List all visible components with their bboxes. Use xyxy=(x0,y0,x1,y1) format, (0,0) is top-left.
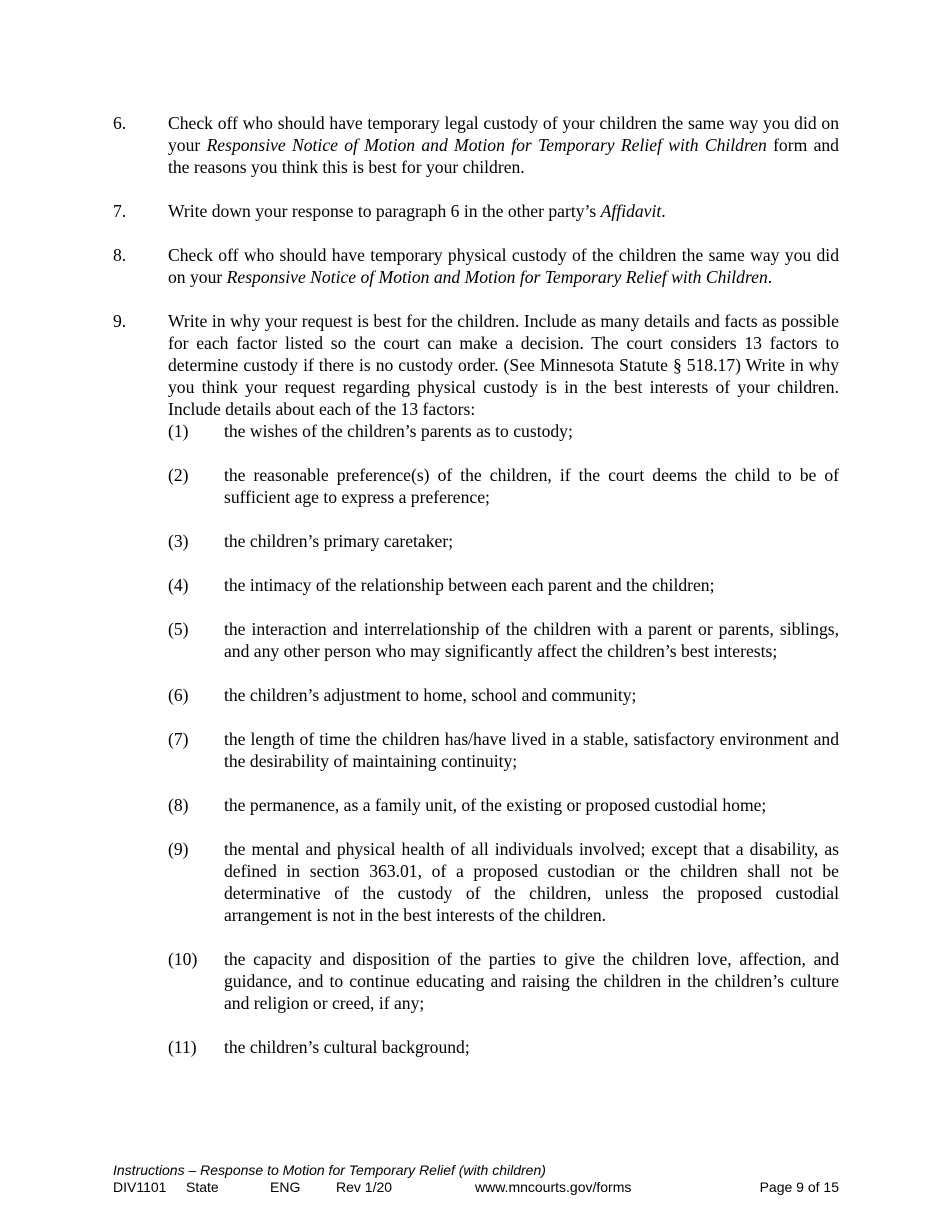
factor-item xyxy=(168,948,839,1014)
factor-item xyxy=(168,530,839,552)
factor-item xyxy=(168,464,839,508)
factor-item xyxy=(168,1036,839,1058)
factor-text: the children’s cultural background; xyxy=(224,1037,470,1057)
factor-text: the interaction and interrelationship of the children with a parent or parents, siblings, and any other person who may significantly affect the children’s best interests; xyxy=(224,619,839,661)
footer-website: www.mncourts.gov/forms xyxy=(475,1179,632,1195)
factor-item xyxy=(168,684,839,706)
footer-page-number: Page 9 of 15 xyxy=(759,1179,839,1195)
factor-number: (6) xyxy=(168,685,189,705)
factor-item xyxy=(168,420,839,442)
factor-item xyxy=(168,838,839,926)
factor-text: the reasonable preference(s) of the children, if the court deems the child to be of sufficient age to express a preference; xyxy=(224,465,839,507)
factor-text: the intimacy of the relationship between each parent and the children; xyxy=(224,575,715,595)
page-footer xyxy=(113,1162,839,1196)
instruction-item-6 xyxy=(113,112,839,178)
factor-number: (4) xyxy=(168,575,189,595)
factor-item xyxy=(168,618,839,662)
factor-text: the wishes of the children’s parents as to custody; xyxy=(224,421,573,441)
footer-meta-row xyxy=(113,1179,839,1196)
factor-number: (11) xyxy=(168,1037,197,1057)
factor-text: the capacity and disposition of the parties to give the children love, affection, and guidance, and to continue educating and raising the children in the children’s culture and religion or creed, if any; xyxy=(224,949,839,1013)
factor-number: (7) xyxy=(168,729,189,749)
factor-text: the mental and physical health of all individuals involved; except that a disability, as defined in section 363.01, of a proposed custodian or the children shall not be determinative of the custody of the children, unless the proposed custodial arrangement is not in the best interests of the children. xyxy=(224,839,839,925)
affidavit-reference: Affidavit xyxy=(600,201,662,221)
item-text: Write in why your request is best for the children. Include as many details and facts as possible for each factor listed so the court can make a decision. The court considers 13 factors to determine custody if there is no custody order. (See Minnesota Statute § 518.17) Write in why you think your request regarding physical custody is in the best interests of your children. Include details about each of the 13 factors: xyxy=(168,311,839,419)
custody-factors-list xyxy=(168,420,839,1058)
instruction-item-9 xyxy=(113,310,839,420)
factor-text: the children’s adjustment to home, school and community; xyxy=(224,685,637,705)
footer-document-title: Instructions – Response to Motion for Temporary Relief (with children) xyxy=(113,1162,546,1178)
instruction-item-7 xyxy=(113,200,839,222)
factor-text: the length of time the children has/have lived in a stable, satisfactory environment and the desirability of maintaining continuity; xyxy=(224,729,839,771)
footer-revision: Rev 1/20 xyxy=(336,1179,393,1195)
item-number: 7. xyxy=(113,201,127,221)
factor-item xyxy=(168,794,839,816)
item-number: 8. xyxy=(113,245,127,265)
factor-number: (1) xyxy=(168,421,189,441)
factor-number: (2) xyxy=(168,465,189,485)
factor-text: the children’s primary caretaker; xyxy=(224,531,454,551)
document-body xyxy=(113,112,839,1080)
item-number: 9. xyxy=(113,311,127,331)
footer-language: ENG xyxy=(270,1179,301,1195)
factor-text: the permanence, as a family unit, of the existing or proposed custodial home; xyxy=(224,795,767,815)
item-text: Write down your response to paragraph 6 in the other party’s Affidavit. xyxy=(168,201,666,221)
item-text: Check off who should have temporary physical custody of the children the same way you did on your Responsive Notice of Motion and Motion for Temporary Relief with Children. xyxy=(168,245,839,287)
factor-number: (3) xyxy=(168,531,189,551)
factor-number: (9) xyxy=(168,839,189,859)
factor-number: (10) xyxy=(168,949,198,969)
factor-item xyxy=(168,574,839,596)
footer-jurisdiction: State xyxy=(186,1179,219,1195)
item-number: 6. xyxy=(113,113,127,133)
factor-item xyxy=(168,728,839,772)
footer-form-id: DIV1101 xyxy=(113,1179,167,1195)
instruction-item-8 xyxy=(113,244,839,288)
item-text: Check off who should have temporary legal custody of your children the same way you did on your Responsive Notice of Motion and Motion for Temporary Relief with Children form and the reasons you think this is best for your children. xyxy=(168,113,839,177)
form-title-reference: Responsive Notice of Motion and Motion for Temporary Relief with Children xyxy=(206,135,767,155)
factor-number: (8) xyxy=(168,795,189,815)
factor-number: (5) xyxy=(168,619,189,639)
form-title-reference: Responsive Notice of Motion and Motion for Temporary Relief with Children xyxy=(226,267,768,287)
